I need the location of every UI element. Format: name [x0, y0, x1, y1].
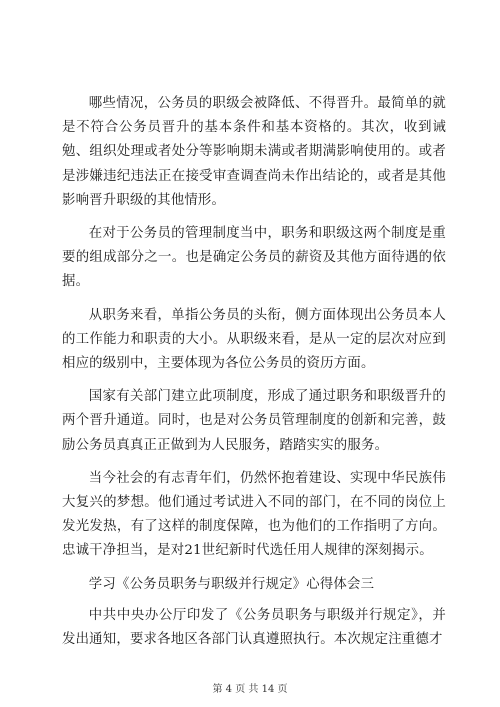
page-footer: 第 4 页 共 14 页 — [212, 684, 288, 695]
document-body — [62, 92, 446, 661]
paragraph-central-office-notice: 中共中央办公厅印发了《公务员职务与职级并行规定》，并发出通知，要求各地区各部门认真遵照执行。本次规定注重德才 — [62, 607, 446, 648]
paragraph-promotion-channels: 国家有关部门建立此项制度，形成了通过职务和职级晋升的两个晋升通道。同时，也是对公务员管理制度的创新和完善，鼓励公务员真真正正做到为人民服务，踏踏实实的服务。 — [62, 389, 446, 453]
paragraph-management-system: 在对于公务员的管理制度当中，职务和职级这两个制度是重要的组成部分之一。也是确定公务员的薪资及其他方面待遇的依据。 — [62, 226, 446, 290]
paragraph-position-and-rank: 从职务来看，单指公务员的头衔，侧方面体现出公务员本人的工作能力和职责的大小。从职级来看，是从一定的层次对应到相应的级别中，主要体现为各位公务员的资历方面。 — [62, 307, 446, 372]
paragraph-demotion-conditions: 哪些情况，公务员的职级会被降低、不得晋升。最简单的就是不符合公务员晋升的基本条件和基本资格的。其次，收到诫勉、组织处理或者处分等影响期未满或者期满影响使用的。或者是涉嫌违纪违法正在接受审查调查尚未作出结论的，或者是其他影响晋升职级的其他情形。 — [62, 96, 446, 208]
paragraph-youth-aspirations: 当今社会的有志青年们，仍然怀抱着建设、实现中华民族伟大复兴的梦想。他们通过考试进入不同的部门，在不同的岗位上发光发热，有了这样的制度保障，也为他们的工作指明了方向。忠诚干净担当，是对21世纪新时代选任用人规律的深刻揭示。 — [62, 470, 446, 559]
section-heading: 学习《公务员职务与职级并行规定》心得体会三 — [88, 576, 375, 592]
